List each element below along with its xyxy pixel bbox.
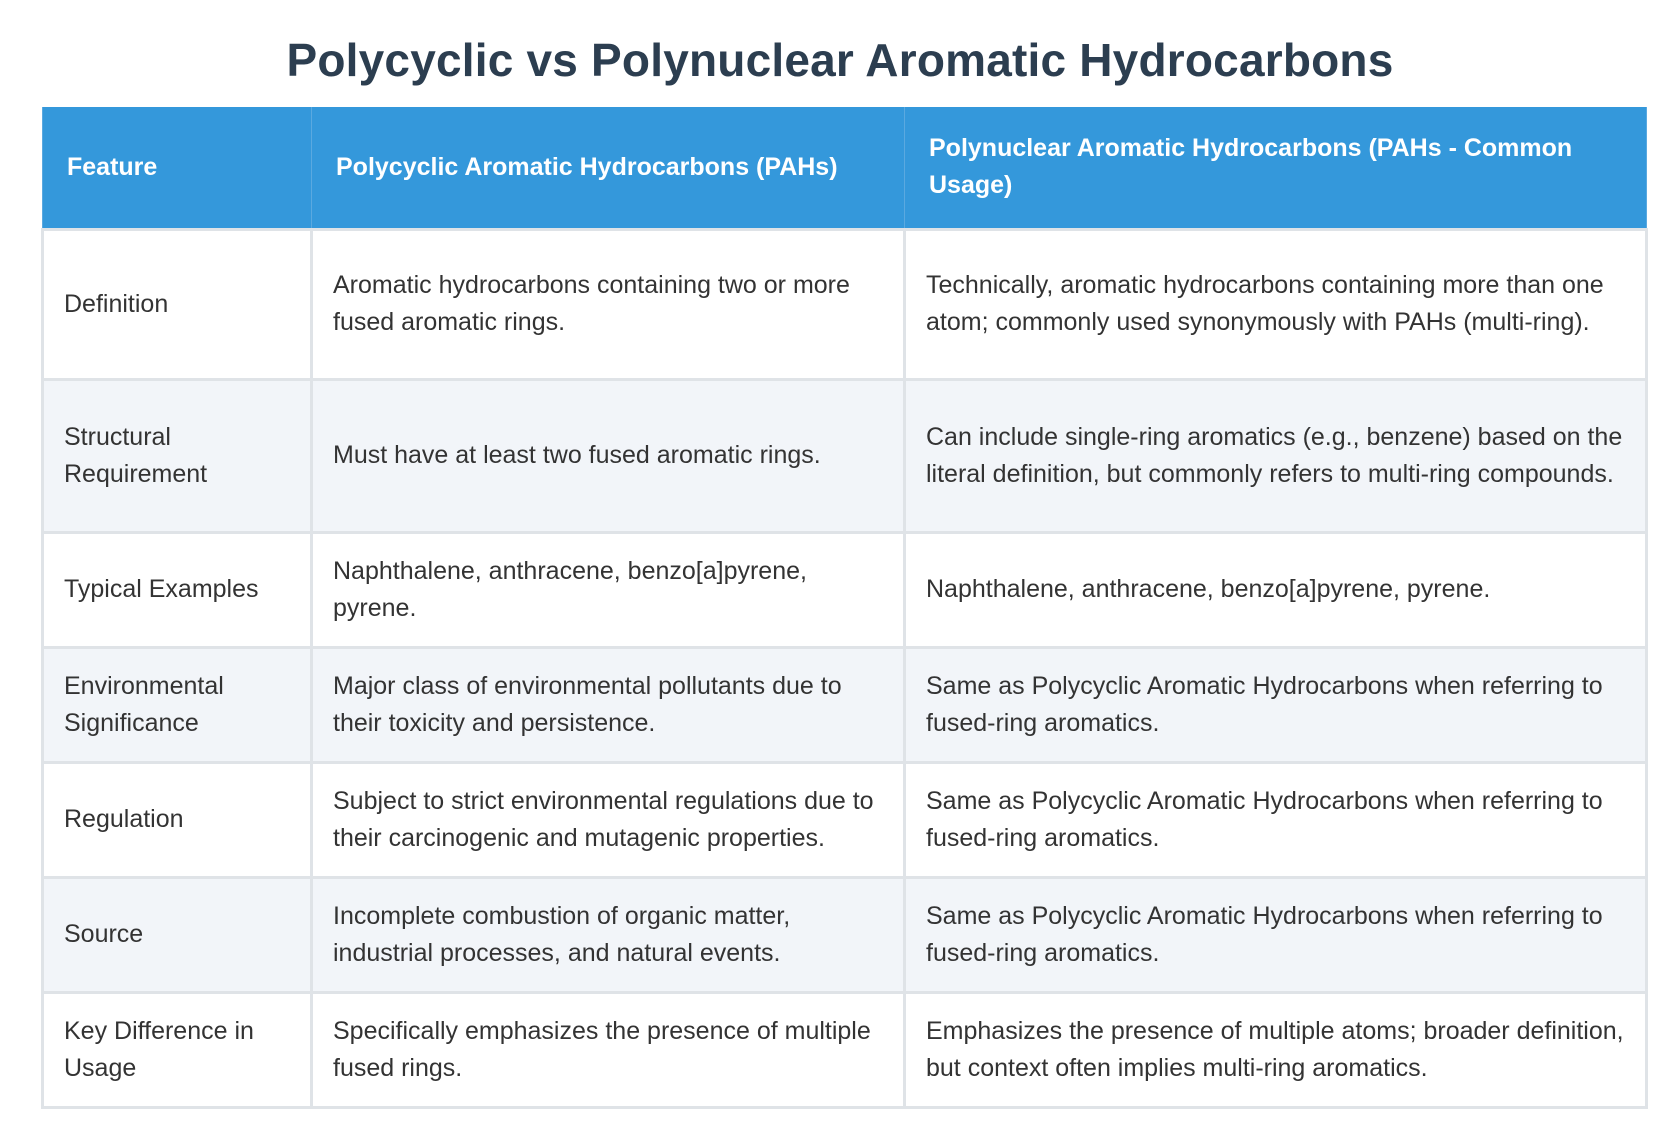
header-polynuclear: Polynuclear Aromatic Hydrocarbons (PAHs - Common Usage) [905, 107, 1647, 229]
polynuclear-cell: Naphthalene, anthracene, benzo[a]pyrene, pyrene. [905, 532, 1647, 647]
feature-cell: Key Difference in Usage [43, 992, 312, 1107]
polynuclear-cell: Same as Polycyclic Aromatic Hydrocarbons when referring to fused-ring aromatics. [905, 647, 1647, 762]
table-row [43, 877, 1647, 992]
header-feature: Feature [43, 107, 312, 229]
polycyclic-cell: Incomplete combustion of organic matter, industrial processes, and natural events. [312, 877, 905, 992]
header-polycyclic: Polycyclic Aromatic Hydrocarbons (PAHs) [312, 107, 905, 229]
polynuclear-cell: Same as Polycyclic Aromatic Hydrocarbons when referring to fused-ring aromatics. [905, 877, 1647, 992]
page-title: Polycyclic vs Polynuclear Aromatic Hydrocarbons [286, 34, 1394, 86]
comparison-table [41, 107, 1648, 1109]
polynuclear-cell: Technically, aromatic hydrocarbons containing more than one atom; commonly used synonymously with PAHs (multi-ring). [905, 229, 1647, 379]
polycyclic-cell: Major class of environmental pollutants due to their toxicity and persistence. [312, 647, 905, 762]
table-header [43, 107, 1647, 229]
table-row [43, 762, 1647, 877]
feature-cell: Source [43, 877, 312, 992]
table-row [43, 379, 1647, 532]
polynuclear-cell: Emphasizes the presence of multiple atoms; broader definition, but context often implies multi-ring aromatics. [905, 992, 1647, 1107]
table-row [43, 532, 1647, 647]
polycyclic-cell: Aromatic hydrocarbons containing two or more fused aromatic rings. [312, 229, 905, 379]
polynuclear-cell: Can include single-ring aromatics (e.g., benzene) based on the literal definition, but commonly refers to multi-ring compounds. [905, 379, 1647, 532]
feature-cell: Environmental Significance [43, 647, 312, 762]
table-row [43, 992, 1647, 1107]
polycyclic-cell: Subject to strict environmental regulations due to their carcinogenic and mutagenic properties. [312, 762, 905, 877]
feature-cell: Structural Requirement [43, 379, 312, 532]
header-row [43, 107, 1647, 229]
feature-cell: Definition [43, 229, 312, 379]
table-row [43, 647, 1647, 762]
polycyclic-cell: Specifically emphasizes the presence of multiple fused rings. [312, 992, 905, 1107]
polycyclic-cell: Naphthalene, anthracene, benzo[a]pyrene, pyrene. [312, 532, 905, 647]
feature-cell: Typical Examples [43, 532, 312, 647]
polycyclic-cell: Must have at least two fused aromatic rings. [312, 379, 905, 532]
feature-cell: Regulation [43, 762, 312, 877]
table-row [43, 229, 1647, 379]
table-body [43, 229, 1647, 1107]
polynuclear-cell: Same as Polycyclic Aromatic Hydrocarbons when referring to fused-ring aromatics. [905, 762, 1647, 877]
